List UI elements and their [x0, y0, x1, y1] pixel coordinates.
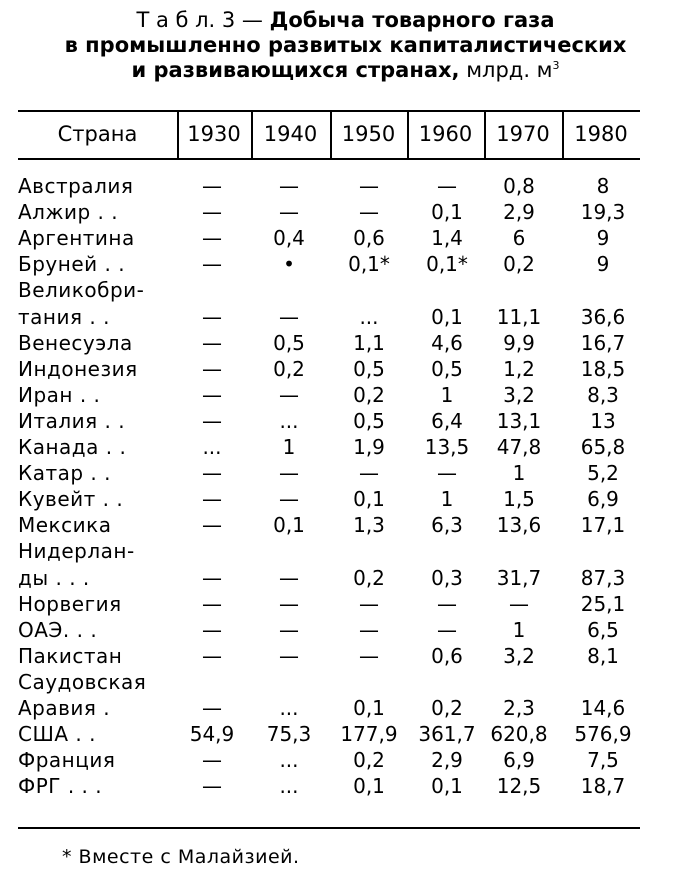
value-cell: — [202, 200, 222, 225]
table-row [0, 565, 691, 591]
value-cell: 361,7 [418, 722, 476, 747]
country-name: Катар . . [18, 461, 111, 486]
value-cell: — [202, 565, 222, 590]
value-cell: — [437, 461, 457, 486]
country-name: ОАЭ. . . [18, 617, 98, 642]
column-header: 1960 [418, 122, 473, 146]
value-cell: — [202, 226, 222, 251]
title-bold-3: и развивающихся странах, [131, 58, 460, 82]
table-row [0, 747, 691, 773]
country-name: Австралия [18, 174, 134, 198]
value-cell: 3,2 [503, 382, 535, 407]
value-cell: 19,3 [580, 200, 626, 225]
country-name: ФРГ . . . [18, 774, 103, 799]
value-cell: 1,1 [353, 330, 385, 355]
value-cell: — [437, 174, 457, 198]
value-cell: 6,4 [431, 408, 463, 433]
table-row [0, 408, 691, 434]
value-cell: 18,7 [580, 774, 626, 799]
value-cell: ... [202, 435, 222, 459]
table-row [0, 434, 691, 460]
value-cell: 8 [596, 174, 610, 198]
value-cell: 0,2 [353, 748, 385, 773]
value-cell: — [202, 356, 222, 381]
value-cell: 0,1 [431, 200, 463, 225]
table-row [0, 486, 691, 512]
value-cell: — [279, 591, 299, 616]
value-cell: 11,1 [496, 304, 542, 329]
value-cell: 8,1 [587, 643, 619, 668]
value-cell: — [279, 382, 299, 407]
table-number: Т а б л. 3 — [136, 8, 270, 32]
value-cell: 6,9 [503, 748, 535, 773]
column-header: 1950 [341, 122, 396, 146]
value-cell: 1 [440, 382, 454, 407]
table-row [0, 512, 691, 538]
country-name: Нидерлан- [18, 539, 135, 564]
value-cell: ... [279, 774, 299, 799]
country-name: Аргентина [18, 226, 135, 251]
country-name: Мексика [18, 513, 112, 538]
value-cell: 65,8 [580, 435, 626, 459]
table-row [0, 356, 691, 382]
value-cell: 14,6 [580, 696, 626, 720]
value-cell: — [359, 461, 379, 486]
title-unit-sup: 3 [552, 59, 560, 72]
value-cell: 0,6 [431, 643, 463, 668]
column-header: 1940 [263, 122, 318, 146]
value-cell: 0,1 [353, 487, 385, 512]
table-row [0, 721, 691, 747]
value-cell: — [359, 643, 379, 668]
table-row [0, 643, 691, 669]
value-cell: 13,6 [496, 513, 542, 538]
value-cell: 0,2 [353, 382, 385, 407]
value-cell: 47,8 [496, 435, 542, 459]
value-cell: — [202, 696, 222, 720]
value-cell: 1,4 [431, 226, 463, 251]
country-name: Пакистан [18, 643, 123, 668]
value-cell: 0,4 [273, 226, 305, 251]
value-cell: 0,5 [431, 356, 463, 381]
country-name: Аравия . [18, 696, 111, 720]
value-cell: 54,9 [189, 722, 235, 747]
value-cell: 5,2 [587, 461, 619, 486]
value-cell: — [359, 200, 379, 225]
value-cell: 3,2 [503, 643, 535, 668]
title-bold-1: Добыча товарного газа [269, 8, 555, 32]
table-row [0, 304, 691, 330]
value-cell: 1 [282, 435, 296, 459]
value-cell: — [202, 774, 222, 799]
value-cell: — [279, 304, 299, 329]
value-cell: — [202, 408, 222, 433]
value-cell: — [359, 591, 379, 616]
country-name: Норвегия [18, 591, 122, 616]
table-title [0, 8, 691, 83]
value-cell: — [202, 591, 222, 616]
table-row-continuation [0, 538, 691, 564]
value-cell: 0,1 [431, 304, 463, 329]
table-row [0, 251, 691, 277]
value-cell: 620,8 [490, 722, 548, 747]
value-cell: — [279, 643, 299, 668]
value-cell: — [202, 748, 222, 773]
column-divider [251, 110, 253, 160]
value-cell: 0,1 [353, 774, 385, 799]
table-row-continuation [0, 277, 691, 303]
value-cell: — [279, 461, 299, 486]
table-row [0, 330, 691, 356]
value-cell: 13,5 [424, 435, 470, 459]
country-name: США . . [18, 722, 96, 747]
value-cell: 0,1* [426, 252, 468, 277]
value-cell: 0,5 [273, 330, 305, 355]
value-cell: — [279, 200, 299, 225]
value-cell: 1,2 [503, 356, 535, 381]
value-cell: 0,5 [353, 356, 385, 381]
column-header: 1970 [496, 122, 550, 146]
value-cell: 7,5 [587, 748, 619, 773]
value-cell: 0,2 [431, 696, 463, 720]
country-name: Франция [18, 748, 116, 773]
value-cell: ... [279, 696, 299, 720]
country-name: Иран . . [18, 382, 101, 407]
value-cell: — [359, 174, 379, 198]
column-header: 1930 [187, 122, 241, 146]
value-cell: — [437, 617, 457, 642]
table-row [0, 617, 691, 643]
value-cell: — [279, 565, 299, 590]
column-divider [330, 110, 332, 160]
title-line-2: в промышленно развитых капиталистических [64, 33, 627, 57]
title-line-3 [0, 58, 691, 83]
value-cell: — [202, 513, 222, 538]
column-divider [407, 110, 409, 160]
value-cell: 2,9 [431, 748, 463, 773]
country-name: Канада . . [18, 435, 127, 459]
value-cell: — [202, 174, 222, 198]
value-cell: 0,2 [273, 356, 305, 381]
value-cell: 87,3 [580, 565, 626, 590]
table-row [0, 773, 691, 799]
value-cell: — [437, 591, 457, 616]
value-cell: — [509, 591, 529, 616]
value-cell: 13,1 [496, 408, 542, 433]
value-cell: 6 [512, 226, 526, 251]
value-cell: 6,9 [587, 487, 619, 512]
value-cell: 6,3 [431, 513, 463, 538]
value-cell: — [202, 617, 222, 642]
table-row [0, 460, 691, 486]
value-cell: — [279, 487, 299, 512]
value-cell: 2,3 [503, 696, 535, 720]
value-cell: 9 [596, 252, 610, 277]
table-row [0, 382, 691, 408]
value-cell: 25,1 [580, 591, 626, 616]
value-cell: 2,9 [503, 200, 535, 225]
column-header: Страна [57, 122, 138, 146]
country-name: Италия . . [18, 408, 126, 433]
country-name: Великобри- [18, 278, 145, 303]
table-row-continuation [0, 669, 691, 695]
value-cell: 0,5 [353, 408, 385, 433]
value-cell: 1 [512, 461, 526, 486]
value-cell: 18,5 [580, 356, 626, 381]
title-unit: млрд. м [459, 58, 553, 82]
value-cell: ... [279, 408, 299, 433]
table-header-rule [18, 158, 640, 160]
title-line-1 [0, 8, 691, 33]
country-name: Венесуэла [18, 330, 133, 355]
value-cell: — [202, 382, 222, 407]
value-cell: 13 [590, 408, 616, 433]
table-row [0, 591, 691, 617]
value-cell: — [202, 330, 222, 355]
country-name: Бруней . . [18, 252, 126, 277]
country-name: Индонезия [18, 356, 138, 381]
value-cell: 0,2 [353, 565, 385, 590]
value-cell: 1 [440, 487, 454, 512]
table-row [0, 199, 691, 225]
table-row [0, 173, 691, 199]
value-cell: — [279, 174, 299, 198]
value-cell: 12,5 [496, 774, 542, 799]
value-cell: 0,1 [273, 513, 305, 538]
table-bottom-rule [18, 827, 640, 829]
table-row [0, 695, 691, 721]
value-cell: 31,7 [496, 565, 542, 590]
value-cell: 6,5 [587, 617, 619, 642]
value-cell: 36,6 [580, 304, 626, 329]
value-cell: — [202, 487, 222, 512]
value-cell: — [202, 643, 222, 668]
value-cell: 0,2 [503, 252, 535, 277]
value-cell: 0,1 [353, 696, 385, 720]
country-name: тания . . [18, 304, 110, 329]
value-cell: — [202, 252, 222, 277]
country-name: Алжир . . [18, 200, 119, 225]
table-row [0, 225, 691, 251]
column-divider [562, 110, 564, 160]
value-cell: ... [359, 304, 379, 329]
country-name: ды . . . [18, 565, 90, 590]
value-cell: 0,1* [348, 252, 390, 277]
value-cell: 177,9 [340, 722, 398, 747]
value-cell: 16,7 [580, 330, 626, 355]
value-cell: — [279, 617, 299, 642]
value-cell: 9 [596, 226, 610, 251]
value-cell: 75,3 [266, 722, 312, 747]
value-cell: 9,9 [503, 330, 535, 355]
value-cell: 17,1 [580, 513, 626, 538]
value-cell: 1 [512, 617, 526, 642]
value-cell: — [202, 304, 222, 329]
value-cell: 8,3 [587, 382, 619, 407]
value-cell: 576,9 [574, 722, 632, 747]
value-cell: ... [279, 748, 299, 773]
country-name: Саудовская [18, 669, 147, 694]
value-cell: 1,5 [503, 487, 535, 512]
country-name: Кувейт . . [18, 487, 124, 512]
value-cell: • [283, 252, 295, 277]
value-cell: 4,6 [431, 330, 463, 355]
value-cell: 0,1 [431, 774, 463, 799]
column-divider [177, 110, 179, 160]
column-header: 1980 [574, 122, 628, 146]
value-cell: — [202, 461, 222, 486]
value-cell: — [359, 617, 379, 642]
value-cell: 0,3 [431, 565, 463, 590]
value-cell: 1,3 [353, 513, 385, 538]
value-cell: 0,6 [353, 226, 385, 251]
value-cell: 1,9 [353, 435, 385, 459]
column-divider [484, 110, 486, 160]
value-cell: 0,8 [503, 174, 535, 198]
footnote: * Вместе с Малайзией. [62, 846, 300, 868]
